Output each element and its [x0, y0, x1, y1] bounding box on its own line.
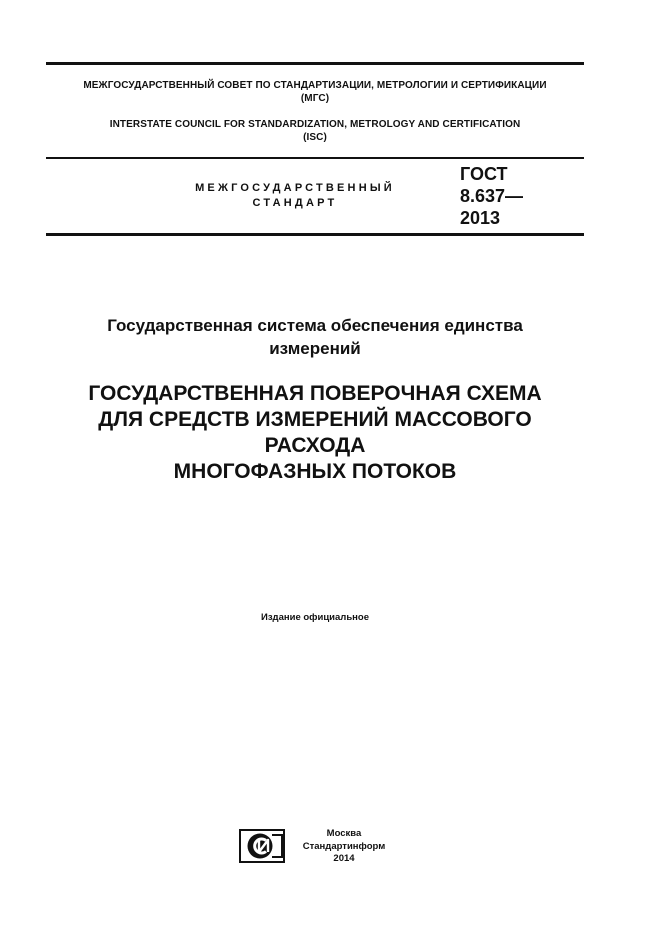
publisher-year: 2014 [333, 853, 355, 864]
publisher-city: Москва [326, 828, 362, 839]
edition-note: Издание официальное [261, 612, 369, 623]
council-name-en-line: INTERSTATE COUNCIL FOR STANDARDIZATION, METROLOGY AND CERTIFICATION [109, 119, 521, 130]
document-title-line3: РАСХОДА [264, 434, 366, 457]
designation-prefix: ГОСТ [460, 164, 508, 184]
designation-year: 2013 [460, 208, 501, 228]
bottom-rule [46, 233, 584, 236]
council-name-en [46, 118, 584, 144]
standard-kind-line2: СТАНДАРТ [252, 197, 338, 209]
top-rule [46, 62, 584, 65]
standartinform-logo-icon [239, 829, 285, 863]
standard-designation [460, 163, 523, 229]
document-title-line2: ДЛЯ СРЕДСТВ ИЗМЕРЕНИЙ МАССОВОГО [98, 408, 532, 431]
standard-kind [170, 181, 420, 211]
system-title [46, 314, 584, 360]
council-name-ru [46, 79, 584, 105]
document-title [46, 381, 584, 485]
document-title-line1: ГОСУДАРСТВЕННАЯ ПОВЕРОЧНАЯ СХЕМА [88, 382, 542, 405]
publisher-name: Стандартинформ [302, 840, 386, 852]
document-title-line4: МНОГОФАЗНЫХ ПОТОКОВ [173, 460, 457, 483]
middle-rule [46, 157, 584, 159]
system-title-line1: Государственная система обеспечения единства [107, 316, 523, 335]
publisher-block [294, 828, 394, 866]
council-abbrev-ru: (МГС) [300, 93, 330, 104]
council-name-ru-line: МЕЖГОСУДАРСТВЕННЫЙ СОВЕТ ПО СТАНДАРТИЗАЦИИ, МЕТРОЛОГИИ И СЕРТИФИКАЦИИ [83, 80, 547, 91]
system-title-line2: измерений [269, 339, 361, 358]
standard-kind-line1: МЕЖГОСУДАРСТВЕННЫЙ [195, 182, 395, 194]
designation-number: 8.637— [460, 186, 524, 206]
council-abbrev-en: (ISC) [303, 132, 327, 143]
